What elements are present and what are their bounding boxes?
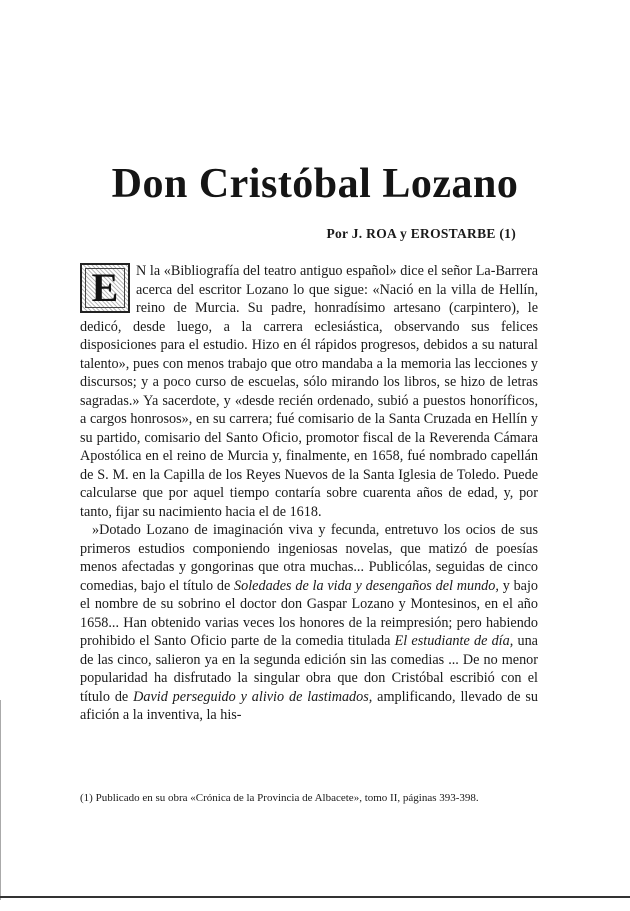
decorative-dropcap: E — [80, 263, 130, 313]
article-body — [80, 262, 538, 725]
bottom-rule — [0, 896, 630, 898]
article-title: Don Cristóbal Lozano — [111, 161, 519, 207]
work-title-soledades: Soledades de la vida y desengaños del mundo, — [234, 577, 499, 594]
scan-edge-mark — [0, 700, 1, 900]
paragraph-1-text: N la «Bibliografía del teatro antiguo español» dice el señor La-Barrera acerca del escritor Lozano lo que sigue: «Nació en la villa de Hellín, reino de Murcia. Su padre, honradísimo artesano (carpintero), le dedicó, desde luego, a la carrera eclesiástica, observando sus felices disposiciones para el estudio. Hizo en él rápidos progresos, debidos a su natural talento», pues con menos trabajo que otro mandaba a la memoria las lecciones y discursos; y a poco curso de escuelas, sólo mirando los libros, se hizo de letras sagradas.» Ya sacerdote, y «desde recién ordenado, subió a puestos honoríficos, a cargos honrosos», en su carrera; fué comisario de la Santa Cruzada en Hellín y su partido, comisario del Santo Oficio, promotor fiscal de la Reverenda Cámara Apostólica en el reino de Murcia y, finalmente, en 1658, fué nombrado capellán de S. M. en la Capilla de los Reyes Nuevos de la Santa Iglesia de Toledo. Puede calcularse que por aquel tiempo contaría sobre cuarenta años de edad, y, por tanto, fijar su nacimiento hacia el de 1618. — [80, 263, 538, 520]
article-byline: Por J. ROA y EROSTARBE (1) — [326, 226, 516, 241]
work-title-david: David perseguido y alivio de lastimados, — [133, 688, 373, 705]
work-title-estudiante: El estudiante de día, — [394, 633, 514, 649]
paragraph-1 — [80, 262, 538, 521]
paragraph-2: »Dotado Lozano de imaginación viva y fecunda, entretuvo los ocios de sus primeros estudios componiendo ingeniosas novelas, que matizó de poesías menos afectadas y gongorinas que otra muchas... Publicólas, seguidas de cinco comedias, bajo el título de Soledades de la vida y desengaños del mundo, y bajo el nombre de su sobrino el doctor don Gaspar Lozano y Montesinos, en el año 1658... Han obtenido varias veces los honores de la reimpresión; pero habiendo prohibido el Santo Oficio parte de la comedia titulada El estudiante de día, una de las cinco, salieron ya en la segunda edición sin las comedias ... De no menor popularidad ha disfrutado la singular obra que don Cristóbal escribió con el título de David perseguido y alivio de lastimados, amplificando, llevado de su afición a la inventiva, la his- — [80, 522, 538, 723]
footnote: (1) Publicado en su obra «Crónica de la Provincia de Albacete», tomo II, páginas 393-398. — [80, 792, 479, 804]
